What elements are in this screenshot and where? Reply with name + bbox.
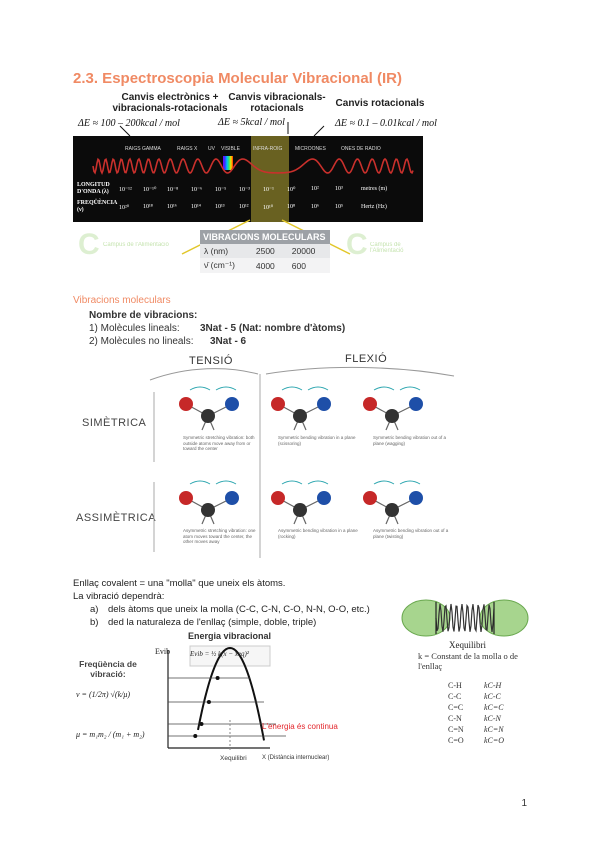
k-row (448, 713, 528, 724)
vibrations-table (200, 230, 330, 273)
spectrum-value: 10¹⁰ (263, 205, 274, 211)
x-eq-label: Xequilibri (220, 755, 247, 762)
k-row (448, 702, 528, 713)
freq-label: Freqüència de vibració: (79, 659, 137, 679)
spectrum-value: 10⁻⁸ (167, 187, 179, 193)
band-radio: ONES DE RADIO (341, 146, 381, 152)
band-uv: UV (208, 146, 215, 152)
spectrum-value: 10⁰ (287, 187, 296, 193)
modes-nonlinear-label: 2) Molècules no lineals: (89, 336, 194, 347)
continuous-energy-note: L'energia és continua (262, 722, 338, 731)
bond-type: C=C (448, 703, 464, 712)
bond-line1: Enllaç covalent = una "molla" que uneix els àtoms. (73, 578, 286, 589)
k-row (448, 724, 528, 735)
page-number: 1 (521, 798, 527, 809)
k-row (448, 735, 528, 746)
spectrum-value: 10⁸ (287, 204, 296, 210)
energy-rotational: ΔE ≈ 0.1 – 0.01kcal / mol (335, 118, 437, 129)
spectrum-value: 10⁻⁶ (191, 187, 203, 193)
energy-electronic: ΔE ≈ 100 – 200kcal / mol (78, 118, 180, 129)
bond-item-a: dels àtoms que uneix la molla (C-C, C-N, C-O, N-N, O-O, etc.) (108, 604, 370, 615)
formula-reduced-mass: μ = m₁m₂ / (m₁ + m₂) (76, 730, 145, 739)
bond-k: kC-N (484, 714, 501, 723)
k-constant-note: k = Constant de la molla o de l'enllaç (418, 651, 518, 671)
formula-frequency: ν = (1/2π) √(k/μ) (76, 690, 131, 699)
section-heading: Vibracions moleculars (73, 295, 171, 306)
band-infrared: INFRA-ROIG (253, 146, 283, 152)
table-cell: ν̄ (cm⁻¹) (200, 258, 252, 273)
vibrations-table-header: VIBRACIONS MOLECULARS (200, 230, 330, 244)
bond-line2: La vibració dependrà: (73, 591, 165, 602)
table-cell: 2500 (252, 244, 288, 258)
table-cell: 600 (288, 258, 330, 273)
molecule-diagram (179, 481, 239, 524)
wavelength-values-row (119, 186, 419, 196)
spring-xeq-label: Xequilibri (449, 640, 486, 650)
bond-type: C-C (448, 692, 462, 701)
bond-type: C-N (448, 714, 462, 723)
modes-nonlinear-value: 3Nat - 6 (210, 336, 247, 347)
svg-text:C: C (346, 228, 368, 261)
bond-k: kC=O (484, 736, 505, 745)
row-sym-title: SIMÈTRICA (82, 417, 147, 429)
svg-text:C: C (78, 228, 100, 261)
caption-asym-stretch: Asymmetric stretching vibration: one atom moves toward the center, the other moves away (183, 528, 256, 544)
modes-heading: Nombre de vibracions: (89, 310, 198, 321)
label-rotational: Canvis rotacionals (335, 98, 425, 109)
spectrum-value: 10¹⁶ (167, 204, 177, 210)
bond-type: C=N (448, 725, 464, 734)
spectrum-value: 10¹³ (215, 204, 225, 210)
spectrum-value: 10⁵ (335, 204, 344, 210)
em-spectrum-band (73, 136, 423, 222)
formula-energy: Evib = ½ k(x − xeq)² (190, 650, 249, 658)
watermark-text-right: Campus de l'Alimentació (370, 242, 404, 254)
caption-sym-stretch: Symmetric stretching vibration: both outside atoms move away from or toward the center (183, 435, 255, 451)
bond-k: kC-H (484, 681, 502, 690)
row-wavelength-label: LONGITUD D'ONDA (λ) (77, 182, 110, 195)
label-electronic: Canvis electrònics + vibracionals-rotacionals (112, 92, 228, 114)
frequency-unit: Hertz (Hz) (361, 204, 387, 210)
row-asym-title: ASSIMÈTRICA (76, 512, 157, 524)
caption-sym-bend-out: Symmetric bending vibration out of a plane (wagging) (373, 435, 447, 446)
spectrum-value: 10⁻⁵ (215, 187, 227, 193)
modes-linear-label: 1) Molècules lineals: (89, 323, 180, 334)
energy-vibrational: ΔE ≈ 5kcal / mol (218, 117, 285, 128)
spectrum-value: 10⁻³ (239, 187, 250, 193)
col-stretch-title: TENSIÓ (189, 355, 233, 367)
spectrum-value: 10⁶ (311, 204, 320, 210)
molecule-diagram (179, 387, 239, 430)
page-title: 2.3. Espectroscopia Molecular Vibracional (IR) (73, 70, 402, 87)
energy-plot-title: Energia vibracional (188, 631, 272, 641)
modes-linear-value: 3Nat - 5 (Nat: nombre d'àtoms) (200, 323, 346, 334)
bond-type: C=O (448, 736, 464, 745)
spectrum-value: 10¹² (239, 204, 249, 210)
label-vibrational: Canvis vibracionals- rotacionals (228, 92, 326, 114)
k-constants-table (448, 680, 528, 746)
band-gamma: RAIGS GAMMA (125, 146, 161, 152)
molecule-diagram (363, 481, 423, 524)
bond-item-b: ded la naturaleza de l'enllaç (simple, doble, triple) (108, 617, 317, 628)
bond-type: C-H (448, 681, 462, 690)
table-row (200, 244, 330, 258)
caption-asym-bend-out: Asymmetric bending vibration out of a plane (twisting) (373, 528, 449, 539)
spectrum-value: 10¹⁴ (191, 204, 201, 210)
k-row (448, 691, 528, 702)
spring-model-figure (400, 596, 530, 642)
caption-sym-bend-in: Symmetric bending vibration in a plane (scissoring) (278, 435, 356, 446)
spectrum-value: 10¹⁸ (143, 204, 153, 210)
spectrum-value: 10² (311, 186, 319, 192)
band-visible: VISIBLE (221, 146, 240, 152)
molecule-diagram (363, 387, 423, 430)
table-cell: 4000 (252, 258, 288, 273)
label-arrows (70, 100, 430, 140)
bond-k: kC=N (484, 725, 504, 734)
bond-k: kC-C (484, 692, 501, 701)
bond-item-b-label: b) (90, 617, 99, 628)
axis-x-label: X (Distància internuclear) (262, 755, 330, 761)
table-row (200, 258, 330, 273)
spectrum-value: 10⁻¹ (263, 187, 274, 193)
band-microwave: MICROONES (295, 146, 326, 152)
potential-energy-plot (150, 640, 360, 770)
frequency-values-row (119, 204, 419, 214)
spectrum-value: 10⁻¹⁰ (143, 187, 157, 193)
molecule-diagram (271, 387, 331, 430)
bond-k: kC=C (484, 703, 504, 712)
bond-item-a-label: a) (90, 604, 99, 615)
molecule-diagram (271, 481, 331, 524)
table-cell: λ (nm) (200, 244, 252, 258)
row-frequency-label: FREQÜÈNCIA (ν) (77, 200, 118, 213)
spectrum-value: 10⁻¹² (119, 187, 132, 193)
k-row (448, 680, 528, 691)
wavelength-unit: metres (m) (361, 186, 388, 192)
spectrum-value: 10²⁰ (119, 205, 130, 211)
band-xray: RAIGS X (177, 146, 198, 152)
col-bend-title: FLEXIÓ (345, 353, 388, 365)
axis-y-label: Evib (155, 647, 171, 656)
watermark-text-left: Campus de l'Alimentació (103, 242, 169, 248)
spectrum-value: 10³ (335, 186, 343, 192)
caption-asym-bend-in: Asymmetric bending vibration in a plane (rocking) (278, 528, 358, 539)
table-cell: 20000 (288, 244, 330, 258)
